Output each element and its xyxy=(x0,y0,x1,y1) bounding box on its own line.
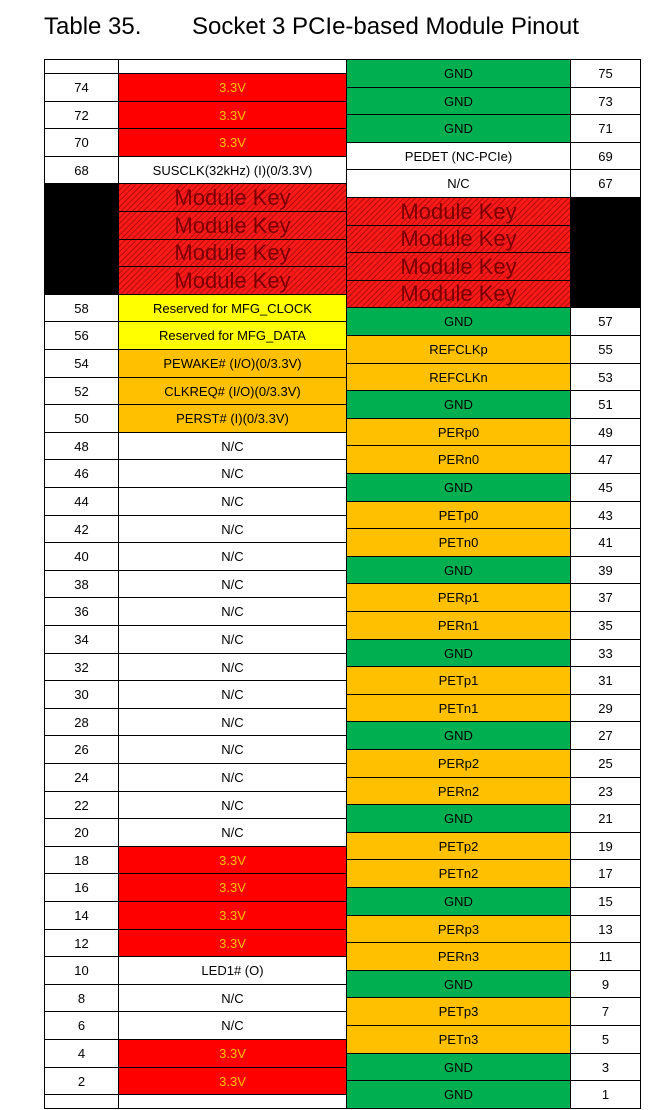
pin-number: 22 xyxy=(44,791,119,819)
pin-number: 52 xyxy=(44,377,119,405)
pin-signal: PERn1 xyxy=(346,611,571,640)
pin-number: 47 xyxy=(570,445,641,474)
pin-signal: N/C xyxy=(118,542,347,571)
pin-signal: PETp2 xyxy=(346,832,571,860)
pin-number: 16 xyxy=(44,873,119,902)
keyed-pin-block xyxy=(44,211,119,240)
table-top-strip-signal xyxy=(118,59,347,74)
pin-number: 67 xyxy=(570,169,641,198)
pin-signal: PEDET (NC-PCIe) xyxy=(346,142,571,170)
pin-signal: PERp2 xyxy=(346,749,571,778)
pin-signal: 3.3V xyxy=(118,901,347,930)
pin-number: 38 xyxy=(44,570,119,598)
pin-signal: 3.3V xyxy=(118,1039,347,1068)
keyed-pin-block xyxy=(570,252,641,281)
pin-number: 53 xyxy=(570,363,641,391)
pin-signal: N/C xyxy=(118,515,347,543)
pin-signal: 3.3V xyxy=(118,929,347,957)
pin-signal: 3.3V xyxy=(118,1067,347,1095)
pin-number: 74 xyxy=(44,73,119,102)
pin-signal: GND xyxy=(346,887,571,916)
pin-signal: GND xyxy=(346,556,571,584)
pin-number: 26 xyxy=(44,735,119,764)
pin-signal: 3.3V xyxy=(118,846,347,874)
pin-signal: GND xyxy=(346,721,571,750)
pin-signal: GND xyxy=(346,59,571,88)
pin-signal: GND xyxy=(346,87,571,115)
pin-number: 51 xyxy=(570,390,641,419)
pin-signal: GND xyxy=(346,804,571,833)
pin-signal: N/C xyxy=(118,1011,347,1040)
pin-number: 45 xyxy=(570,473,641,502)
pin-number: 13 xyxy=(570,915,641,943)
keyed-pin-block xyxy=(570,225,641,253)
pin-signal: N/C xyxy=(118,653,347,681)
module-key-cell: Module Key xyxy=(118,211,347,240)
pin-signal: N/C xyxy=(118,432,347,460)
pin-signal: N/C xyxy=(118,570,347,598)
keyed-pin-block xyxy=(44,183,119,212)
pin-signal: Reserved for MFG_DATA xyxy=(118,321,347,350)
pin-number: 54 xyxy=(44,349,119,378)
pin-signal: PERn2 xyxy=(346,777,571,805)
module-key-cell: Module Key xyxy=(346,252,571,281)
module-key-cell: Module Key xyxy=(346,225,571,253)
pin-number: 46 xyxy=(44,459,119,488)
pin-number: 24 xyxy=(44,763,119,792)
pin-signal: GND xyxy=(346,390,571,419)
pin-number: 12 xyxy=(44,929,119,957)
pin-number: 7 xyxy=(570,997,641,1026)
pin-signal: PETn2 xyxy=(346,859,571,888)
pin-signal: PERp0 xyxy=(346,418,571,446)
pin-number: 55 xyxy=(570,335,641,364)
pin-number: 57 xyxy=(570,307,641,336)
pin-number: 30 xyxy=(44,680,119,709)
pin-signal: REFCLKn xyxy=(346,363,571,391)
pin-number: 5 xyxy=(570,1025,641,1054)
pin-number: 25 xyxy=(570,749,641,778)
pin-number: 27 xyxy=(570,721,641,750)
pin-signal: 3.3V xyxy=(118,128,347,157)
pin-signal: GND xyxy=(346,970,571,998)
pin-signal: PERn0 xyxy=(346,445,571,474)
pin-number: 31 xyxy=(570,666,641,695)
pin-signal: LED1# (O) xyxy=(118,956,347,985)
pin-number: 42 xyxy=(44,515,119,543)
pin-signal: N/C xyxy=(118,487,347,516)
pin-signal: N/C xyxy=(118,459,347,488)
pin-number: 43 xyxy=(570,501,641,529)
module-key-cell: Module Key xyxy=(346,280,571,308)
keyed-pin-block xyxy=(570,280,641,308)
pin-number: 34 xyxy=(44,625,119,654)
pin-signal: PETn1 xyxy=(346,694,571,722)
pin-number: 14 xyxy=(44,901,119,930)
pin-number: 40 xyxy=(44,542,119,571)
pin-signal: N/C xyxy=(118,763,347,792)
pin-number: 44 xyxy=(44,487,119,516)
module-key-cell: Module Key xyxy=(118,183,347,212)
table-number: Table 35. xyxy=(44,13,142,40)
module-key-cell: Module Key xyxy=(346,197,571,226)
pin-number: 48 xyxy=(44,432,119,460)
pin-signal: PERST# (I)(0/3.3V) xyxy=(118,404,347,433)
pin-signal: REFCLKp xyxy=(346,335,571,364)
pin-number: 10 xyxy=(44,956,119,985)
pin-signal: N/C xyxy=(118,625,347,654)
pin-signal: N/C xyxy=(118,680,347,709)
pin-number: 56 xyxy=(44,321,119,350)
pin-signal: PERp3 xyxy=(346,915,571,943)
pin-number: 70 xyxy=(44,128,119,157)
pin-signal: PETp1 xyxy=(346,666,571,695)
pin-number: 68 xyxy=(44,156,119,184)
pin-number: 36 xyxy=(44,597,119,626)
pin-signal: CLKREQ# (I/O)(0/3.3V) xyxy=(118,377,347,405)
pin-signal: N/C xyxy=(118,791,347,819)
pin-signal: GND xyxy=(346,473,571,502)
pin-signal: GND xyxy=(346,1080,571,1109)
pin-signal: PERp1 xyxy=(346,583,571,612)
pin-number: 29 xyxy=(570,694,641,722)
pin-number: 37 xyxy=(570,583,641,612)
pin-number: 75 xyxy=(570,59,641,88)
pin-signal: GND xyxy=(346,1053,571,1081)
pin-signal: N/C xyxy=(118,597,347,626)
pin-number: 33 xyxy=(570,639,641,667)
pin-signal: GND xyxy=(346,114,571,143)
pin-signal: N/C xyxy=(118,818,347,847)
table-caption: Socket 3 PCIe-based Module Pinout xyxy=(192,13,579,40)
pin-number: 1 xyxy=(570,1080,641,1109)
pin-number: 6 xyxy=(44,1011,119,1040)
pin-number: 41 xyxy=(570,528,641,557)
pin-number: 39 xyxy=(570,556,641,584)
pin-signal: 3.3V xyxy=(118,73,347,102)
pin-signal: PETp3 xyxy=(346,997,571,1026)
pin-signal: PETp0 xyxy=(346,501,571,529)
pin-number: 21 xyxy=(570,804,641,833)
pin-number: 50 xyxy=(44,404,119,433)
pin-signal: N/C xyxy=(118,735,347,764)
keyed-pin-block xyxy=(44,239,119,267)
pin-signal: PEWAKE# (I/O)(0/3.3V) xyxy=(118,349,347,378)
pin-signal: PETn0 xyxy=(346,528,571,557)
pin-number: 2 xyxy=(44,1067,119,1095)
pin-signal: PETn3 xyxy=(346,1025,571,1054)
pin-number: 4 xyxy=(44,1039,119,1068)
pin-number: 35 xyxy=(570,611,641,640)
pin-number: 19 xyxy=(570,832,641,860)
pin-number: 28 xyxy=(44,708,119,736)
table-bottom-strip-signal xyxy=(118,1094,347,1109)
pin-number: 15 xyxy=(570,887,641,916)
pin-signal: GND xyxy=(346,307,571,336)
pin-number: 58 xyxy=(44,294,119,322)
table-bottom-strip-pin xyxy=(44,1094,119,1109)
pin-number: 71 xyxy=(570,114,641,143)
pin-number: 23 xyxy=(570,777,641,805)
pin-signal: PERn3 xyxy=(346,942,571,971)
pin-number: 72 xyxy=(44,101,119,129)
module-key-cell: Module Key xyxy=(118,239,347,267)
keyed-pin-block xyxy=(44,266,119,295)
table-top-strip-pin xyxy=(44,59,119,74)
pin-number: 11 xyxy=(570,942,641,971)
pin-number: 9 xyxy=(570,970,641,998)
pin-number: 18 xyxy=(44,846,119,874)
pin-number: 17 xyxy=(570,859,641,888)
pin-signal: N/C xyxy=(346,169,571,198)
module-key-cell: Module Key xyxy=(118,266,347,295)
pin-signal: 3.3V xyxy=(118,873,347,902)
pin-number: 69 xyxy=(570,142,641,170)
pin-signal: N/C xyxy=(118,708,347,736)
pin-number: 20 xyxy=(44,818,119,847)
pin-number: 49 xyxy=(570,418,641,446)
pin-number: 8 xyxy=(44,984,119,1012)
pin-signal: 3.3V xyxy=(118,101,347,129)
pin-number: 73 xyxy=(570,87,641,115)
pin-signal: Reserved for MFG_CLOCK xyxy=(118,294,347,322)
pin-signal: SUSCLK(32kHz) (I)(0/3.3V) xyxy=(118,156,347,184)
pin-number: 32 xyxy=(44,653,119,681)
pin-number: 3 xyxy=(570,1053,641,1081)
pin-signal: N/C xyxy=(118,984,347,1012)
keyed-pin-block xyxy=(570,197,641,226)
pin-signal: GND xyxy=(346,639,571,667)
